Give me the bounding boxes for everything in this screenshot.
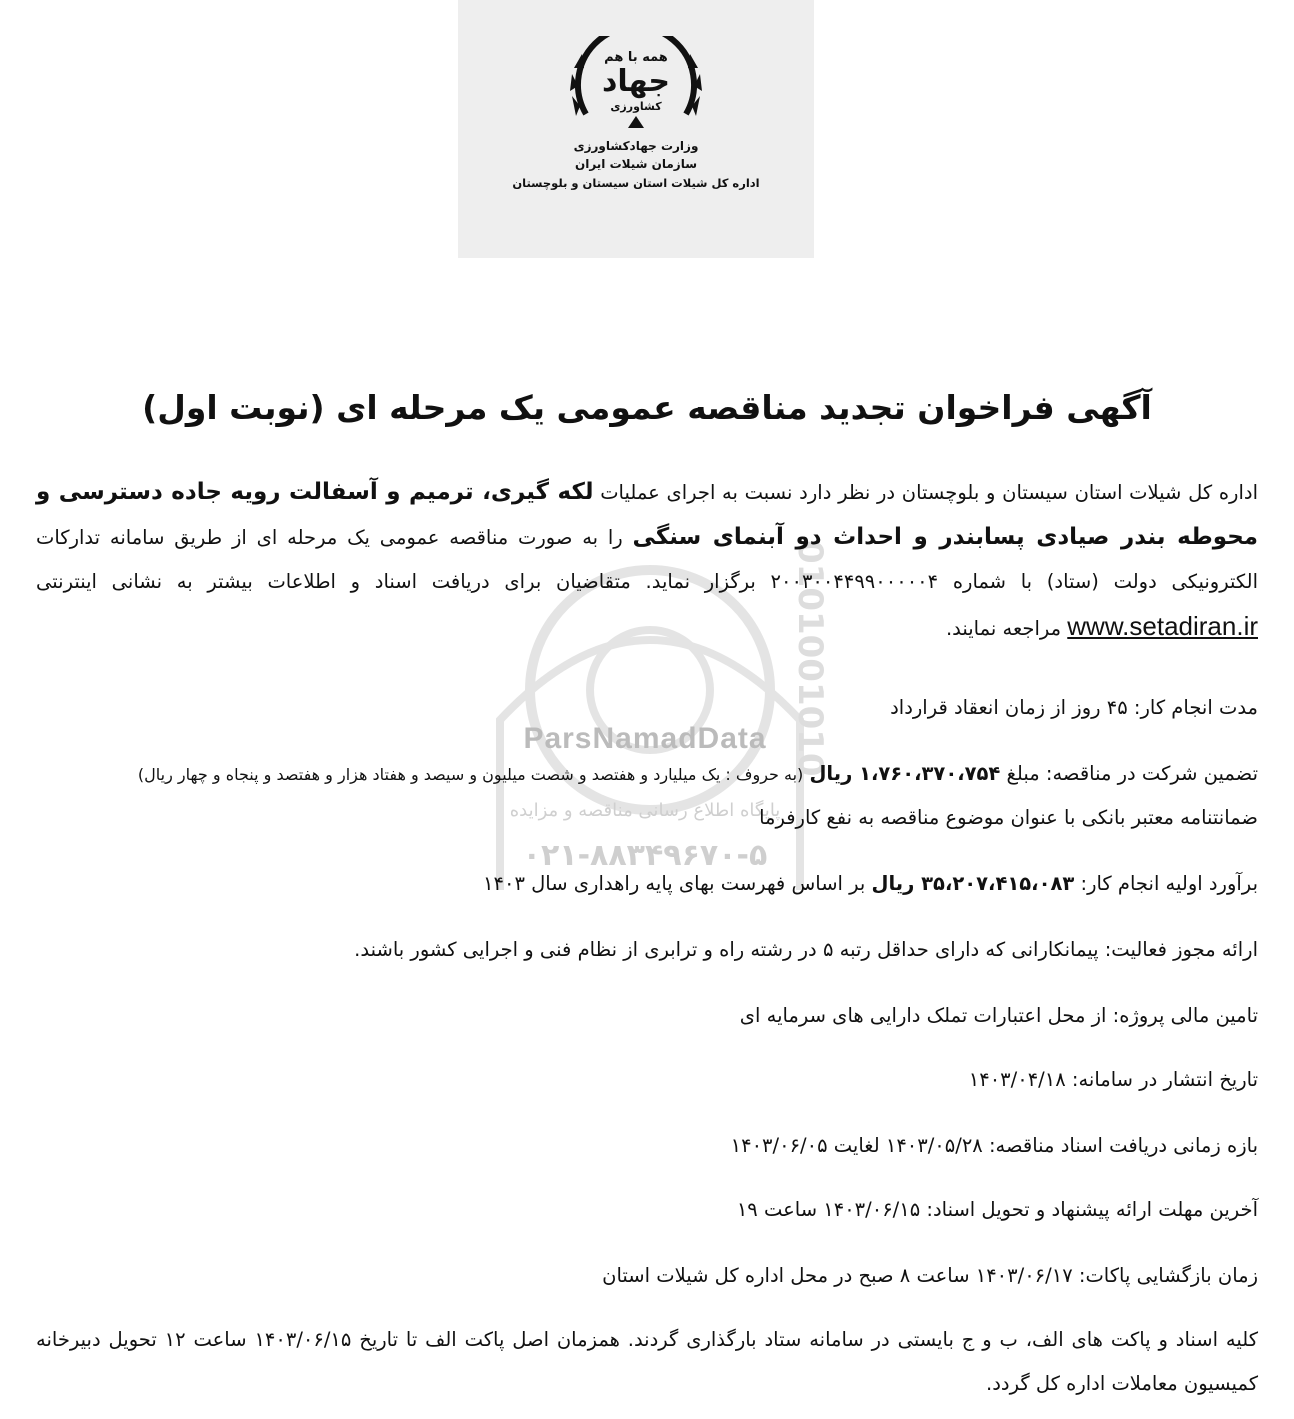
intro-text-2: را به صورت مناقصه عمومی یک مرحله ای از طریق سامانه تدارکات الکترونیکی دولت (ستاد) با شماره ۲۰۰۳۰۰۴۴۹۹۰۰۰۰۰۴ برگزار نماید. متقاضیان برای دریافت اسناد و اطلاعات بیشتر به نشانی اینترنتی — [36, 526, 1258, 593]
guarantee-line — [28, 762, 1258, 785]
intro-bold-subject: لکه گیری، ترمیم و آسفالت رویه جاده دسترسی و محوطه بندر صیادی پسابندر و احداث دو آبنمای سنگی — [36, 479, 1259, 550]
office-name: اداره کل شیلات استان سیستان و بلوچستان — [512, 176, 760, 190]
funding-line: تامین مالی پروژه: از محل اعتبارات تملک دارایی های سرمایه ای — [739, 1004, 1258, 1027]
watermark-digits: 0101001010 — [790, 540, 830, 777]
final-paragraph: کلیه اسناد و پاکت های الف، ب و ج بایستی در سامانه ستاد بارگذاری گردند. همزمان اصل پاکت الف تا تاریخ ۱۴۰۳/۰۶/۱۵ ساعت ۱۲ تحویل دبیرخانه کمیسیون معاملات اداره کل گردد. — [36, 1328, 1259, 1395]
estimate-rest: بر اساس فهرست بهای پایه راهداری سال ۱۴۰۳ — [483, 872, 866, 895]
intro-text-1: اداره کل شیلات استان سیستان و بلوچستان در نظر دارد نسبت به اجرای عملیات — [600, 481, 1258, 504]
logo-slogan: همه با هم — [604, 50, 668, 65]
notice-title: آگهی فراخوان تجدید مناقصه عمومی یک مرحله ای (نوبت اول) — [142, 388, 1152, 427]
logo-subtitle: کشاورزی — [610, 100, 662, 113]
guarantee-amount: ۱،۷۶۰،۳۷۰،۷۵۴ ریال — [809, 762, 1001, 785]
estimate-label: برآورد اولیه انجام کار: — [1080, 872, 1258, 895]
duration-line: مدت انجام کار: ۴۵ روز از زمان انعقاد قرارداد — [890, 696, 1258, 719]
license-line: ارائه مجوز فعالیت: پیمانکارانی که دارای حداقل رتبه ۵ در رشته راه و ترابری از نظام فنی و اجرایی کشور باشند. — [354, 938, 1258, 961]
guarantee-label: تضمین شرکت در مناقصه: مبلغ — [1006, 762, 1258, 785]
deadline-line: آخرین مهلت ارائه پیشنهاد و تحویل اسناد: ۱۴۰۳/۰۶/۱۵ ساعت ۱۹ — [736, 1198, 1258, 1221]
opening-line: زمان بازگشایی پاکات: ۱۴۰۳/۰۶/۱۷ ساعت ۸ صبح در محل اداره کل شیلات استان — [602, 1264, 1258, 1287]
intro-text-3: مراجعه نمایند. — [945, 617, 1062, 640]
logo-word: جهاد — [601, 64, 671, 99]
watermark-subtitle: پایگاه اطلاع رسانی مناقصه و مزایده — [509, 800, 781, 821]
document-period-line: بازه زمانی دریافت اسناد مناقصه: ۱۴۰۳/۰۵/۲۸ لغایت ۱۴۰۳/۰۶/۰۵ — [730, 1134, 1258, 1157]
publish-date-line: تاریخ انتشار در سامانه: ۱۴۰۳/۰۴/۱۸ — [968, 1068, 1258, 1091]
guarantee-words: (به حروف : یک میلیارد و هفتصد و شصت میلیون و سیصد و هفتاد هزار و هفتصد و پنجاه و چهار ریال) — [137, 765, 804, 784]
estimate-amount: ۳۵،۲۰۷،۴۱۵،۰۸۳ ریال — [871, 872, 1075, 895]
website-link[interactable]: www.setadiran.ir — [1067, 611, 1258, 641]
ministry-name: وزارت جهادکشاورزی — [573, 139, 699, 153]
watermark-phone: ۰۲۱-۸۸۳۴۹۶۷۰-۵ — [522, 838, 768, 873]
estimate-line — [28, 872, 1258, 895]
watermark-brand: ParsNamadData — [523, 722, 767, 755]
header-logo — [458, 0, 814, 258]
organization-name: سازمان شیلات ایران — [574, 157, 698, 171]
intro-paragraph — [36, 470, 1258, 651]
guarantee-type-line: ضمانتنامه معتبر بانکی با عنوان موضوع مناقصه به نفع کارفرما — [759, 806, 1258, 829]
